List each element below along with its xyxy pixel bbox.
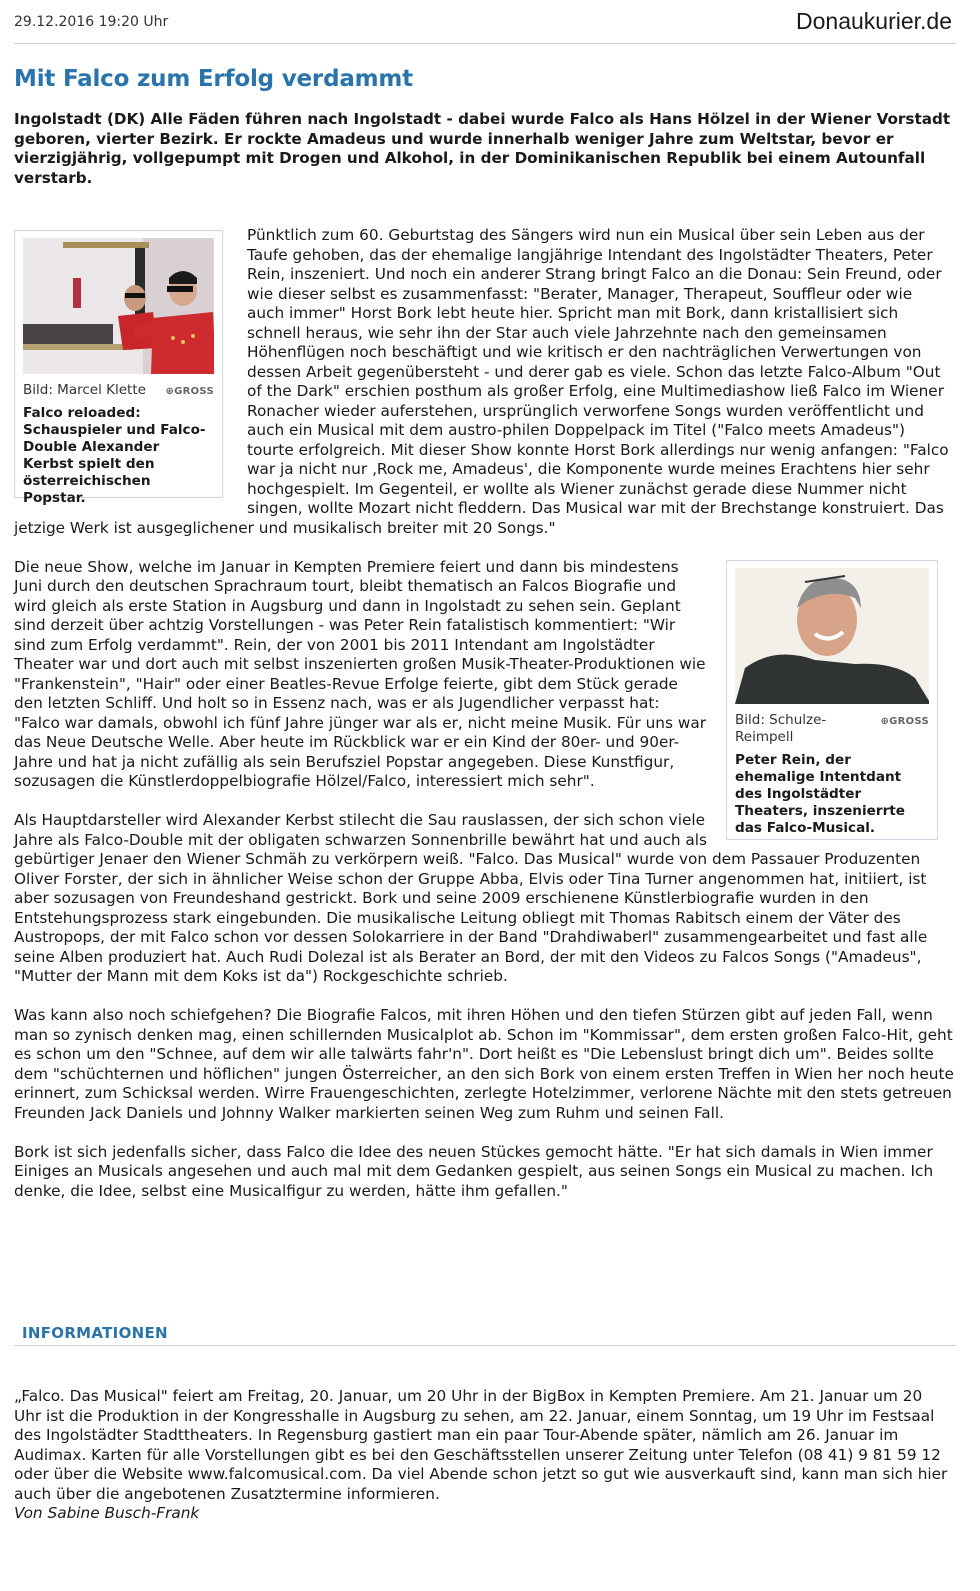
brand-logo[interactable]: Donaukurier.de (796, 8, 952, 34)
paragraph: Pünktlich zum 60. Geburtstag des Sängers wird nun ein Musical über sein Leben aus der Taufe gehoben, das der ehemalige langjährige Intendant des Ingolstädter Theaters, Peter Rein, inszeniert. Und noch ein anderer Strang bringt Falco an die Donau: Sein Freund, oder wie dieser selbst es zusammenfasst: "Berater, Manager, Therapeut, Souffleur oder wie auch immer" Horst Bork lebt heute hier. Spricht man mit Bork, dann kristallisiert sich schnell heraus, wie sehr ihn der Star auch viele Jahrzehnte nach den gemeinsamen Höhenflügen noch beschäftigt und wie kritisch er den nachträglichen Verwertungen von dessen Arbeit gegenübersteht - und derer gab es viele. Schon das letzte Falco-Album "Out of the Dark" erschien posthum als großer Erfolg, eine Multimediashow ließ Falco im Wiener Ronacher wieder auferstehen, ursprünglich verworfene Songs wurden veröffentlicht und auch ein Musical mit dem austro-philen Doppelpack im Titel ("Falco meets Amadeus") tourte erfolgreich. Mit dieser Show konnte Horst Bork allerdings nur wenig anfangen: "Falco war ja nicht nur ‚Rock me, Amadeus', die Komponente wurde meines Erachtens hier sehr hochgespielt. Im Gegenteil, er wollte als Wiener zunächst gerade diese Nummer nicht singen, wollte Mozart nicht fleddern. Das Musical war mit der Brechstange konstruiert. Das jetzige Werk ist ausgeglichener und musikalisch breiter mit 20 Songs." (14, 226, 949, 537)
article-lead: Ingolstadt (DK) Alle Fäden führen nach Ingolstadt - dabei wurde Falco als Hans Hölzel in der Wiener Vorstadt geboren, vierter Bezirk. Er rockte Amadeus und wurde innerhalb weniger Jahre zum Weltstar, bevor er vierzigjährig, vollgepumpt mit Drogen und Alkohol, in der Dominikanischen Republik bei einem Autounfall verstarb. (14, 110, 951, 187)
photo-caption: Falco reloaded: Schauspieler und Falco-Double Alexander Kerbst spielt den österreichischen Popstar. (23, 405, 206, 506)
figure-peter-rein (726, 560, 938, 840)
page-header (14, 8, 956, 44)
enlarge-label: GROSS (174, 386, 214, 397)
figure-falco (14, 230, 223, 506)
enlarge-button[interactable] (165, 383, 214, 400)
info-section-body (14, 1387, 954, 1524)
article-title: Mit Falco zum Erfolg verdammt (14, 66, 413, 92)
paragraph: Bork ist sich jedenfalls sicher, dass Falco die Idee des neuen Stückes gemocht hätte. "Er hat sich damals in Wien immer Einiges an Musicals angesehen und auch mal mit dem Gedanken gespielt, aus seinen Songs ein Musical zu machen. Ich denke, die Idee, selbst eine Musicalfigur zu werden, hätte ihm gefallen." (14, 1142, 934, 1200)
photo-credit: Bild: Marcel Klette (23, 382, 146, 398)
magnifier-icon: ⊕ (880, 715, 890, 727)
info-section-header (14, 1320, 956, 1346)
author-byline: Von Sabine Busch-Frank (14, 1504, 200, 1522)
photo-credit-row (735, 712, 929, 746)
photo-credit: Bild: Schulze-Reimpell (735, 711, 827, 745)
info-text: „Falco. Das Musical" feiert am Freitag, 20. Januar, um 20 Uhr in der BigBox in Kempten Premiere. Am 21. Januar um 20 Uhr ist die Produktion in der Kongresshalle in Augsburg zu sehen, am 22. Januar, einem Sonntag, um 19 Uhr im Festsaal des Ingolstädter Stadttheaters. In Regensburg gastiert man ein paar Tour-Abende später, nämlich am 26. Januar im Audimax. Karten für alle Vorstellungen gibt es bei den Geschäftsstellen unserer Zeitung unter Telefon (08 41) 9 81 59 12 oder über die Website www.falcomusical.com. Da viel Abende schon jetzt so gut wie ausverkauft sind, kann man sich hier auch über die angebotenen Zusatztermine informieren. (14, 1387, 948, 1503)
photo-peter-rein[interactable] (735, 568, 929, 704)
enlarge-label: GROSS (889, 715, 929, 727)
dateline: 29.12.2016 19:20 Uhr (14, 14, 169, 30)
paragraph: Was kann also noch schiefgehen? Die Biografie Falcos, mit ihren Höhen und den tiefen Stürzen gibt auf jeden Fall, wenn man so zynisch denken mag, einen schillernden Musicalplot ab. Schon im "Kommissar", dem ersten großen Falco-Hit, geht es schon um den "Schnee, auf dem wir alle talwärts fahr'n". Dort heißt es "Die Lebenslust bringt dich um". Beides sollte dem "schüchternen und höflichen" jungen Österreicher, an den sich Bork von einem ersten Treffen in Wien her noch heute erinnert, zum Schicksal werden. Wirre Frauengeschichten, zerlegte Hotelzimmer, verlorene Nächte mit den stets getreuen Freunden Jack Daniels und Johnny Walker markierten seinen Weg zum Ruhm und seinen Fall. (14, 1006, 954, 1122)
photo-rein-illustration (735, 568, 929, 704)
enlarge-button[interactable] (880, 713, 929, 730)
photo-caption: Peter Rein, der ehemalige Intentdant des Ingolstädter Theaters, inszenierrte das Falco-Musical. (735, 751, 905, 836)
paragraph: Die neue Show, welche im Januar in Kempten Premiere feiert und dann bis mindestens Juni durch den deutschen Sprachraum tourt, bleibt thematisch an Falcos Biografie und wird gleich als erste Station in Augsburg und dann in Ingolstadt zu sehen sein. Geplant sind derzeit über achtzig Vorstellungen - was Peter Rein fatalistisch kommentiert: "Wir sind zum Erfolg verdammt". Rein, der von 2001 bis 2011 Intendant am Ingolstädter Theater war und dort auch mit selbst inszenierten großen Musik-Theater-Produktionen wie "Frankenstein", "Hair" oder einer Beatles-Revue Erfolge feierte, gibt dem Stück gerade den letzten Schliff. Und holt so in Essenz nach, was er als Jugendlicher verpasst hat: "Falco war damals, obwohl ich fünf Jahre jünger war als er, nicht meine Musik. Für uns war das Neue Deutsche Welle. Aber heute im Rückblick war er ein Kind der 80er- und 90er-Jahre und hat ja nicht zufällig als sein Berufsziel Popstar angegeben. Diese Kunstfigur, sozusagen die Künstlerdoppelbiografie Hölzel/Falco, interessiert mich sehr". (14, 557, 706, 790)
photo-falco-illustration (23, 238, 214, 374)
article-body (14, 226, 954, 1201)
paragraph: Als Hauptdarsteller wird Alexander Kerbst stilecht die Sau rauslassen, der sich schon viele Jahre als Falco-Double mit der obligaten schwarzen Sonnenbrille bewährt hat und auch als gebürtiger Jenaer den Wiener Schmäh zu verkörpern weiß. "Falco. Das Musical" wurde von dem Passauer Produzenten Oliver Forster, der sich in ähnlicher Weise schon der Gruppe Abba, Elvis oder Tina Turner angenommen hat, initiiert, ist aber sozusagen von Freundeshand gestrickt. Bork und seine 2009 erschienene Künstlerbiografie wurden in den Entstehungsprozess stark eingebunden. Die musikalische Leitung obliegt mit Thomas Rabitsch einem der Väter des Austropops, der mit Falco schon vor dessen Solokarriere in der Band "Drahdiwaberl" zusammengearbeitet und fast alle seine Alben produziert hat. Auch Rudi Dolezal ist als Berater an Bord, der mit den Videos zu Falcos Songs ("Amadeus", "Mutter der Mann mit dem Koks ist da") Rockgeschichte schrieb. (14, 811, 928, 985)
info-heading: INFORMATIONEN (22, 1324, 168, 1342)
photo-credit-row (23, 382, 214, 399)
photo-falco-double[interactable] (23, 238, 214, 374)
magnifier-icon: ⊕ (165, 386, 175, 397)
